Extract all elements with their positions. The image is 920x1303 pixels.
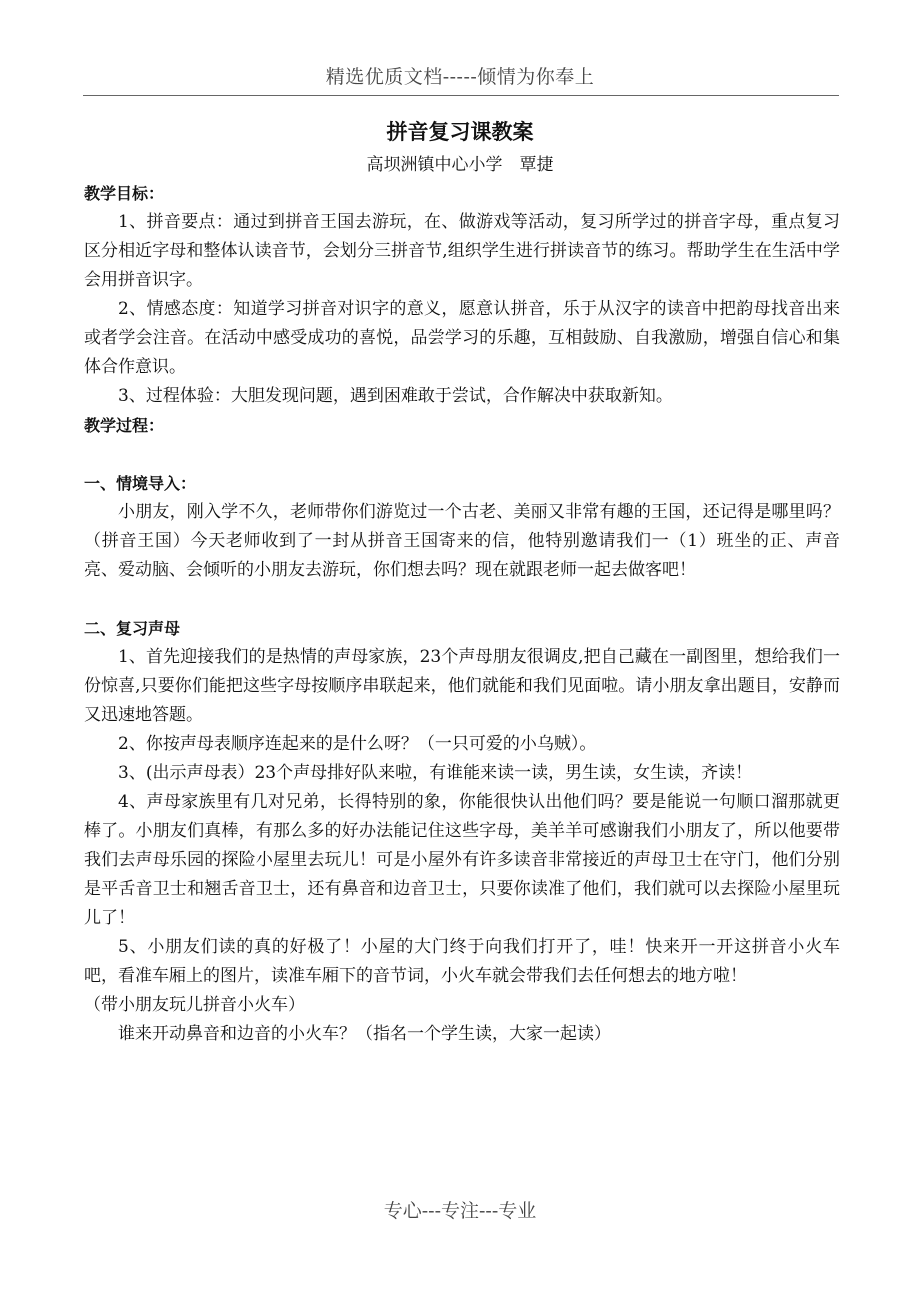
goals-heading: 教学目标： <box>84 184 165 203</box>
goal-item: 1、拼音要点：通过到拼音王国去游玩，在、做游戏等活动，复习所学过的拼音字母，重点复习区分相近字母和整体认读音节，会划分三拼音节,组织学生进行拼读音节的练习。帮助学生在生活中学会用拼音识字。 <box>84 212 840 290</box>
goal-item: 2、情感态度：知道学习拼音对识字的意义，愿意认拼音，乐于从汉字的读音中把韵母找音出来或者学会注音。在活动中感受成功的喜悦，品尝学习的乐趣，互相鼓励、自我激励，增强自信心和集体合作意识。 <box>84 299 840 377</box>
spacer <box>84 440 840 469</box>
section-2-paragraph: 5、小朋友们读的真的好极了！小屋的大门终于向我们打开了，哇！快来开一开这拼音小火车吧，看准车厢上的图片，读准车厢下的音节词，小火车就会带我们去任何想去的地方啦！ <box>84 937 840 986</box>
page-header: 精选优质文档-----倾情为你奉上 <box>325 66 595 88</box>
section-1-heading: 一、情境导入： <box>84 474 197 493</box>
section-2-paragraph: 4、声母家族里有几对兄弟，长得特别的象，你能很快认出他们吗？要是能说一句顺口溜那就更棒了。小朋友们真棒，有那么多的好办法能记住这些字母，美羊羊可感谢我们小朋友了，所以他要带我们去声母乐园的探险小屋里去玩儿！可是小屋外有许多读音非常接近的声母卫士在守门，他们分别是平舌音卫士和翘舌音卫士，还有鼻音和边音卫士，只要你读准了他们，我们就可以去探险小屋里玩儿了！ <box>84 792 840 928</box>
activity-note: （带小朋友玩儿拼音小火车） <box>84 995 305 1015</box>
section-2-paragraph: 2、你按声母表顺序连起来的是什么呀？（一只可爱的小乌贼）。 <box>118 734 597 754</box>
document-author: 高坝洲镇中心小学 覃捷 <box>366 155 554 175</box>
process-heading: 教学过程： <box>84 416 165 435</box>
section-2-paragraph: 1、首先迎接我们的是热情的声母家族，23个声母朋友很调皮,把自己藏在一副图里，想给我们一份惊喜,只要你们能把这些字母按顺序串联起来，他们就能和我们见面啦。请小朋友拿出题目，安静而又迅速地答题。 <box>84 647 840 725</box>
spacer <box>84 585 840 614</box>
section-2-paragraph: 3、(出示声母表）23个声母排好队来啦，有谁能来读一读，男生读，女生读，齐读！ <box>118 763 753 783</box>
document-title: 拼音复习课教案 <box>386 120 534 144</box>
document-body <box>84 179 840 1049</box>
goal-item: 3、过程体验：大胆发现问题，遇到困难敢于尝试，合作解决中获取新知。 <box>118 386 673 406</box>
page-footer: 专心---专注---专业 <box>383 1200 537 1222</box>
section-1-paragraph: 小朋友，刚入学不久，老师带你们游览过一个古老、美丽又非常有趣的王国，还记得是哪里吗？（拼音王国）今天老师收到了一封从拼音王国寄来的信，他特别邀请我们一（1）班坐的正、声音亮、爱动脑、会倾听的小朋友去游玩，你们想去吗？现在就跟老师一起去做客吧！ <box>84 502 840 580</box>
section-2-heading: 二、复习声母 <box>84 619 181 638</box>
section-2-final-paragraph: 谁来开动鼻音和边音的小火车？（指名一个学生读，大家一起读） <box>118 1024 611 1044</box>
header-divider <box>83 95 839 96</box>
